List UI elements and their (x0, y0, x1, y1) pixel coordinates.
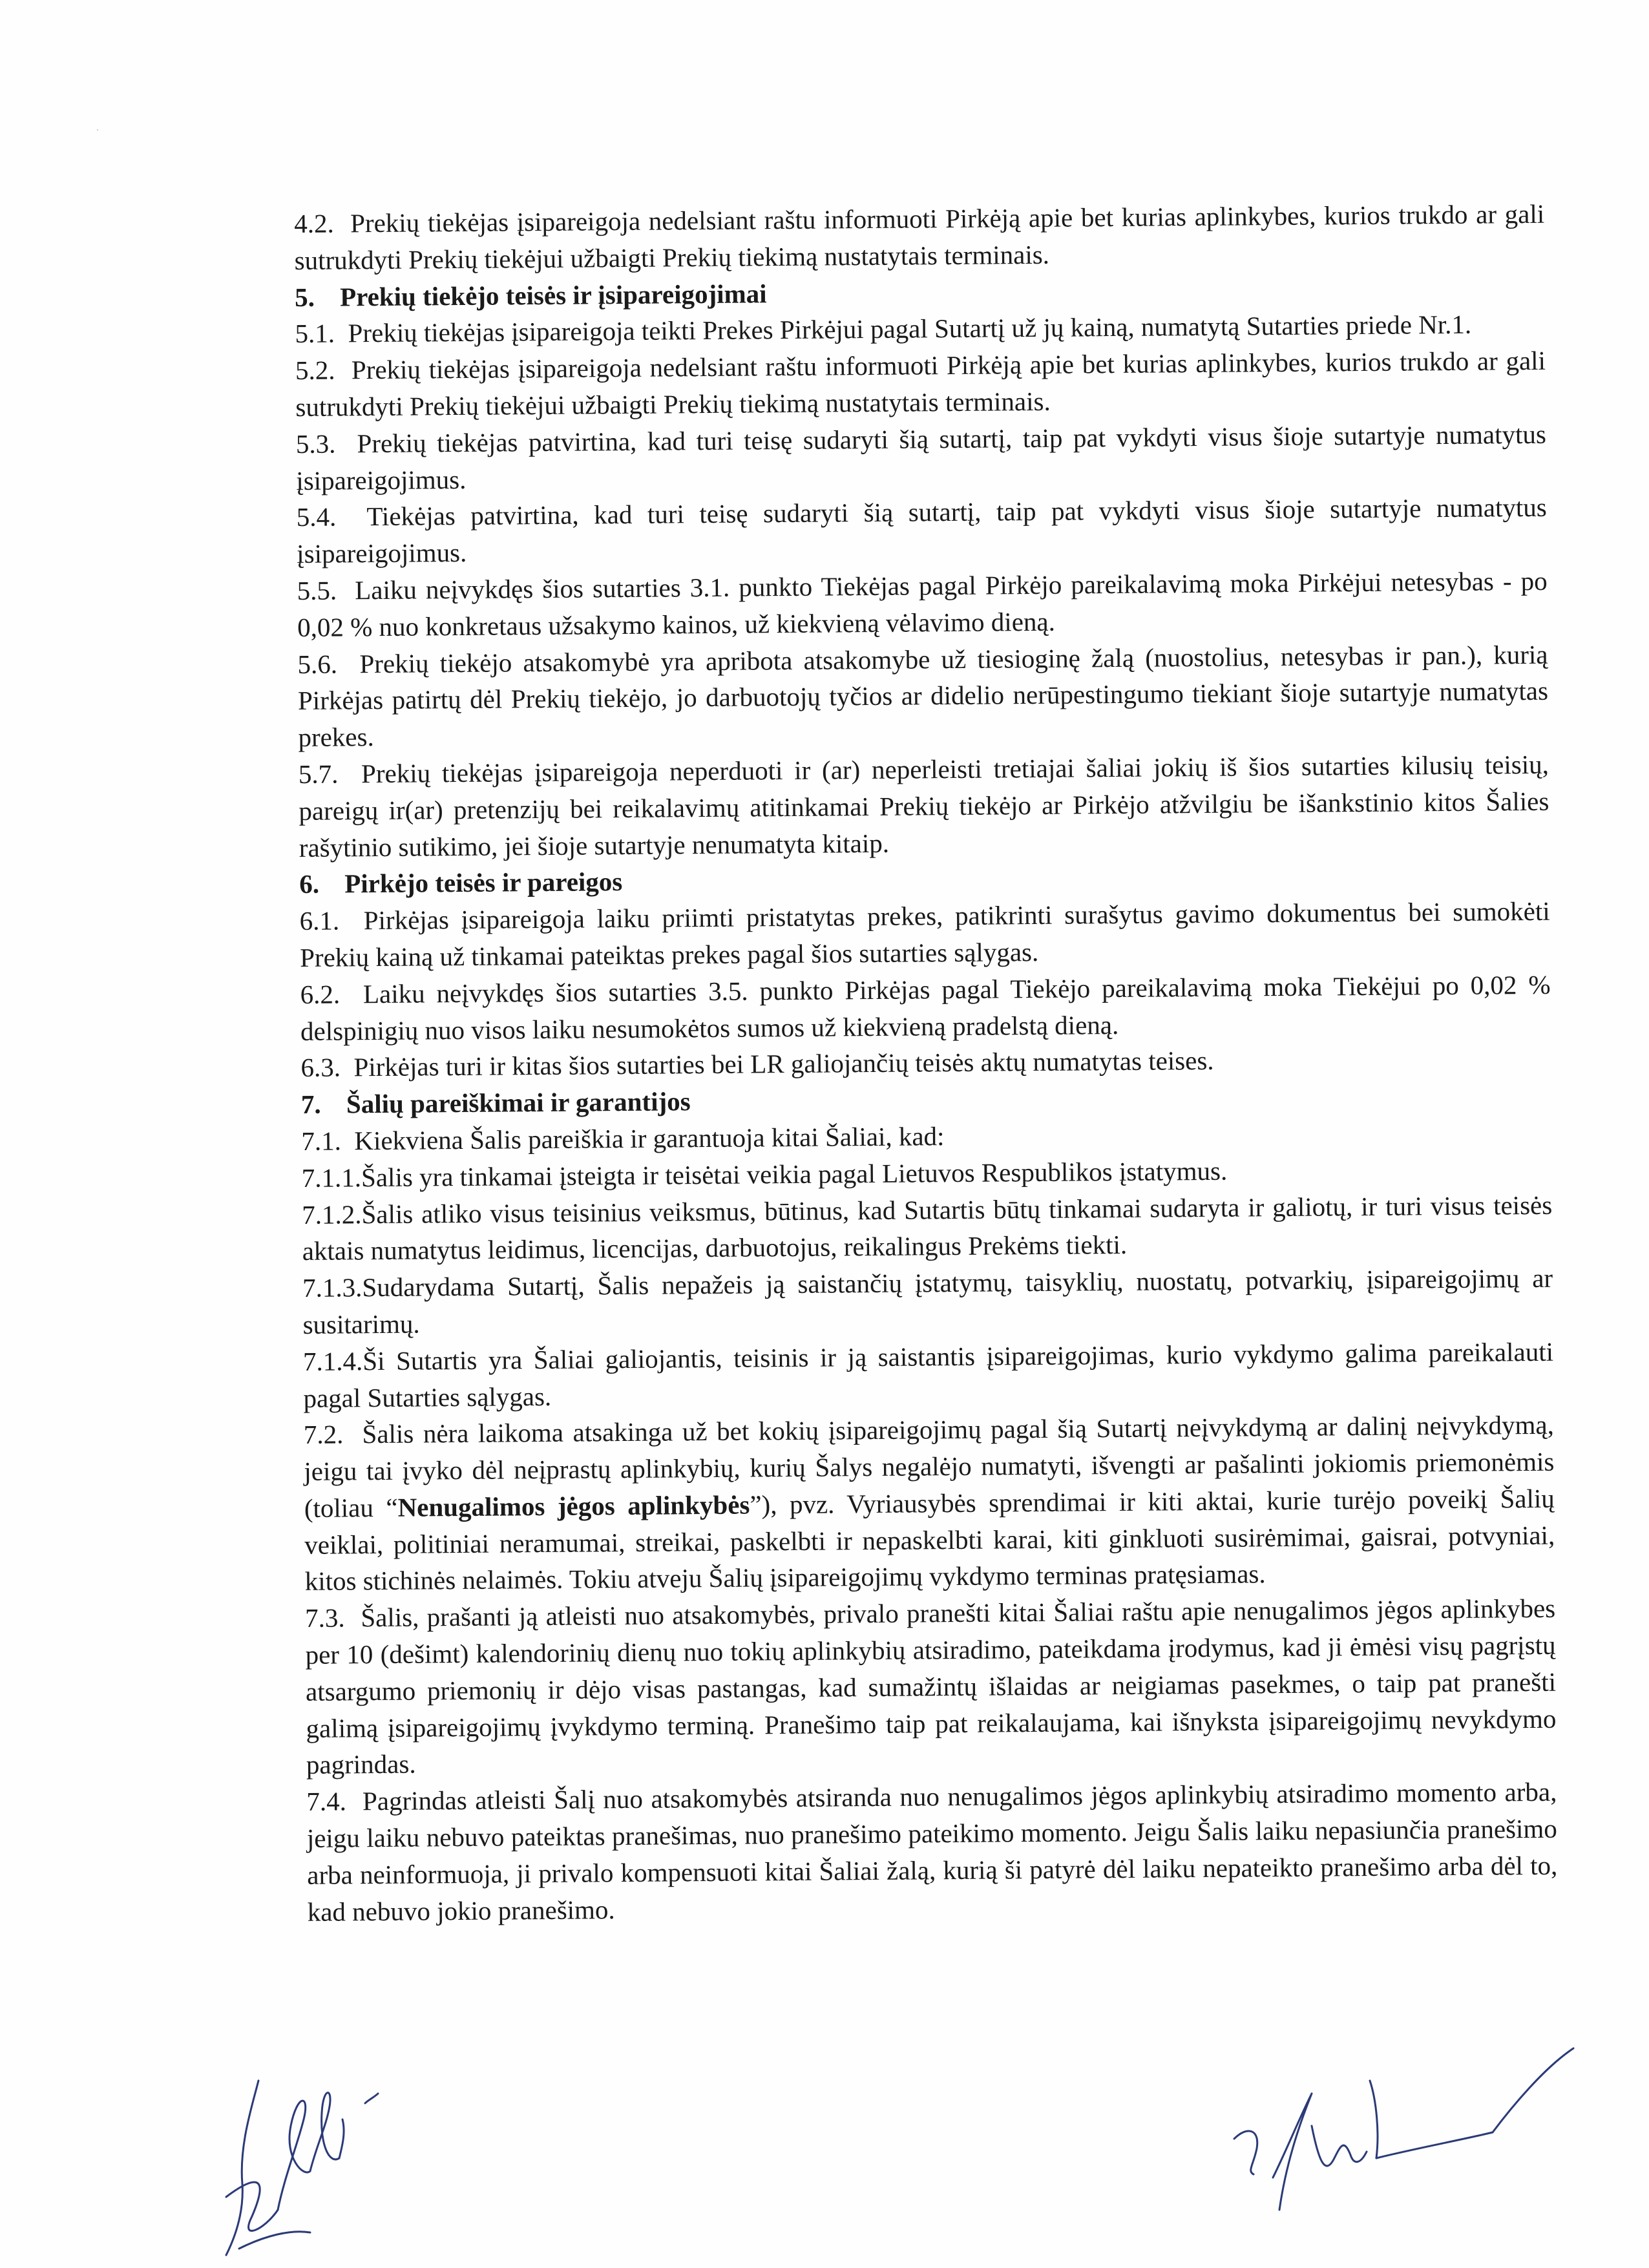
clause-5-2 (295, 342, 1546, 426)
clause-text: Pagrindas atleisti Šalį nuo atsakomybės atsiranda nuo nenugalimos jėgos aplinkybių atsiradimo momento arba, jeigu laiku nebuvo pateiktas pranešimas, nuo pranešimo pateikimo momento. Jeigu Šalis laiku nepasiunčia pranešimo arba neinformuoja, ji privalo kompensuoti kitai Šaliai žalą, kurią ši patyrė dėl laiku nepateikto pranešimo arba dėl to, kad nebuvo jokio pranešimo. (306, 1776, 1558, 1927)
section-title: Prekių tiekėjo teisės ir įsipareigojimai (339, 278, 767, 312)
clause-text: Sudarydama Sutartį, Šalis nepažeis ją saistančių įstatymų, taisyklių, nuostatų, potvarkių, įsipareigojimų ar susitarimų. (302, 1263, 1553, 1339)
clause-text-after: ”), pvz. Vyriausybės sprendimai ir kiti aktai, kurie turėjo poveikį Šalių veiklai, politiniai neramumai, streikai, paskelbti ir nepaskelbti karai, kiti ginkluoti susirėmimai, gaisrai, potvyniai, kitos stichinės nelaimės. Tokiu atveju Šalių įsipareigojimų vykdymo terminas pratęsiamas. (304, 1483, 1555, 1597)
scan-speck (97, 129, 98, 131)
clause-number: 5.5. (297, 575, 337, 605)
section-number: 7. (300, 1089, 321, 1120)
clause-number: 5.1. (295, 318, 335, 349)
clause-number: 7.1.3. (302, 1272, 362, 1303)
clause-text: Pirkėjas turi ir kitas šios sutarties bei LR galiojančių teisės aktų numatytas teises. (353, 1045, 1214, 1082)
clause-text: Ši Sutartis yra Šaliai galiojantis, teisinis ir ją saistantis įsipareigojimas, kurio vykdymo galima pareikalauti pagal Sutarties sąlygas. (303, 1336, 1554, 1413)
section-title: Šalių pareiškimai ir garantijos (346, 1086, 691, 1119)
clause-6-1 (299, 893, 1550, 976)
clause-number: 4.2. (294, 208, 334, 238)
clause-number: 7.1.4. (302, 1345, 363, 1376)
signature-right (1221, 2042, 1583, 2229)
clause-number: 7.1.2. (302, 1199, 362, 1230)
clause-text: Kiekviena Šalis pareiškia ir garantuoja kitai Šaliai, kad: (354, 1121, 945, 1156)
clause-number: 5.6. (297, 649, 338, 679)
clause-text: Šalis, prašanti ją atleisti nuo atsakomybės, privalo pranešti kitai Šaliai raštu apie nenugalimos jėgos aplinkybes per 10 (dešimt) kalendorinių dienų nuo tokių aplinkybių atsiradimo, pateikdama įrodymus, kad ji ėmėsi visų pagrįstų atsargumo priemonių ir dėjo visas pastangas, kad sumažintų išlaidas ar neigiamas pasekmes, o taip pat pranešti galimą įsipareigojimų įvykdymo terminą. Pranešimo taip pat reikalaujama, kai išnyksta įsipareigojimų nevykdymo pagrindas. (305, 1593, 1557, 1780)
clause-text: Tiekėjas patvirtina, kad turi teisę sudaryti šią sutartį, taip pat vykdyti visus šioje sutartyje numatytus įsipareigojimus. (297, 492, 1547, 569)
clause-number: 5.3. (295, 428, 336, 459)
clause-text: Prekių tiekėjo atsakomybė yra apribota atsakomybe už tiesioginę žalą (nuostolius, netesybas ir pan.), kurią Pirkėjas patirtų dėl Prekių tiekėjo, jo darbuotojų tyčios ar didelio nerūpestingumo tiekiant šioje sutartyje numatytas prekes. (297, 639, 1549, 753)
clause-text: Prekių tiekėjas įsipareigoja nedelsiant raštu informuoti Pirkėją apie bet kurias aplinkybes, kurios trukdo ar gali sutrukdyti Prekių tiekėjui užbaigti Prekių tiekimą nustatytais terminais. (295, 345, 1546, 422)
clause-number: 7.2. (303, 1419, 344, 1450)
clause-5-4 (297, 489, 1548, 572)
clause-5-5 (297, 563, 1548, 646)
clause-text: Prekių tiekėjas patvirtina, kad turi teisę sudaryti šią sutartį, taip pat vykdyti visus šioje sutartyje numatytus įsipareigojimus. (296, 419, 1547, 496)
clause-number: 5.7. (298, 759, 339, 789)
section-number: 5. (294, 282, 315, 312)
clause-number: 6.1. (299, 905, 340, 936)
clause-7-1-3 (302, 1260, 1553, 1343)
clause-7-2 (304, 1407, 1555, 1600)
clause-7-1-2 (302, 1186, 1553, 1270)
clause-text: Pirkėjas įsipareigoja laiku priimti pristatytas prekes, patikrinti surašytus gavimo dokumentus bei sumokėti Prekių kainą už tinkamai pateiktas prekes pagal šios sutarties sąlygas. (299, 896, 1550, 972)
clause-7-3 (305, 1590, 1557, 1783)
signature-left (213, 2068, 426, 2262)
clause-number: 7.1.1. (301, 1162, 362, 1193)
clause-4-2 (294, 196, 1545, 279)
clause-text: Laiku neįvykdęs šios sutarties 3.5. punkto Pirkėjas pagal Tiekėjo pareikalavimą moka Tiekėjui po 0,02 % delspinigių nuo visos laiku nesumokėtos sumos už kiekvieną pradelstą dieną. (300, 969, 1551, 1046)
clause-5-3 (296, 416, 1547, 499)
clause-text: Prekių tiekėjas įsipareigoja neperduoti ir (ar) neperleisti tretiajai šaliai jokių iš šios sutarties kilusių teisių, pareigų ir(ar) pretenzijų bei reikalavimų atitinkamai Prekių tiekėjo ar Pirkėjo atžvilgiu be išankstinio kitos Šalies rašytinio sutikimo, jei šioje sutartyje nenumatyta kitaip. (299, 749, 1549, 863)
document-body (294, 196, 1558, 1931)
clause-7-4 (306, 1774, 1558, 1930)
clause-text: Šalis atliko visus teisinius veiksmus, būtinus, kad Sutartis būtų tinkamai sudaryta ir galiotų, ir turi visus teisės aktais numatytus leidimus, licencijas, darbuotojus, reikalingus Prekėms tiekti. (302, 1190, 1553, 1266)
clause-number: 7.1. (301, 1126, 342, 1156)
clause-number: 7.3. (304, 1602, 345, 1633)
clause-text: Šalis yra tinkamai įsteigta ir teisėtai veikia pagal Lietuvos Respublikos įstatymus. (361, 1155, 1228, 1192)
section-number: 6. (299, 869, 320, 899)
force-majeure-term: Nenugalimos jėgos aplinkybės (397, 1489, 750, 1522)
clause-text: Laiku neįvykdęs šios sutarties 3.1. punkto Tiekėjas pagal Pirkėjo pareikalavimą moka Pirkėjui netesybas - po 0,02 % nuo konkretaus užsakymo kainos, už kiekvieną vėlavimo dieną. (297, 565, 1548, 642)
clause-6-2 (300, 967, 1551, 1050)
clause-number: 5.2. (295, 355, 335, 386)
section-title: Pirkėjo teisės ir pareigos (344, 866, 623, 899)
clause-number: 6.2. (300, 979, 341, 1009)
clause-5-7 (299, 746, 1549, 866)
clause-text-before: Šalis nėra laikoma atsakinga už bet kokių įsipareigojimų pagal šią Sutartį neįvykdymą ar dalinį neįvykdymą, jeigu tai įvyko dėl neįprastų aplinkybių, kurių Šalys negalėjo numatyti, išvengti ar pašalinti jokiomis priemonėmis (toliau “ (304, 1410, 1555, 1523)
clause-number: 7.4. (306, 1786, 347, 1817)
clause-number: 6.3. (300, 1052, 341, 1083)
clause-number: 5.4. (296, 501, 337, 532)
clause-text: Prekių tiekėjas įsipareigoja nedelsiant raštu informuoti Pirkėją apie bet kurias aplinkybes, kurios trukdo ar gali sutrukdyti Prekių tiekėjui užbaigti Prekių tiekimą nustatytais terminais. (294, 198, 1545, 275)
clause-7-1-4 (303, 1333, 1554, 1416)
clause-5-6 (297, 636, 1548, 756)
clause-text: Prekių tiekėjas įsipareigoja teikti Prekes Pirkėjui pagal Sutartį už jų kainą, numatytą Sutarties priede Nr.1. (348, 310, 1472, 348)
